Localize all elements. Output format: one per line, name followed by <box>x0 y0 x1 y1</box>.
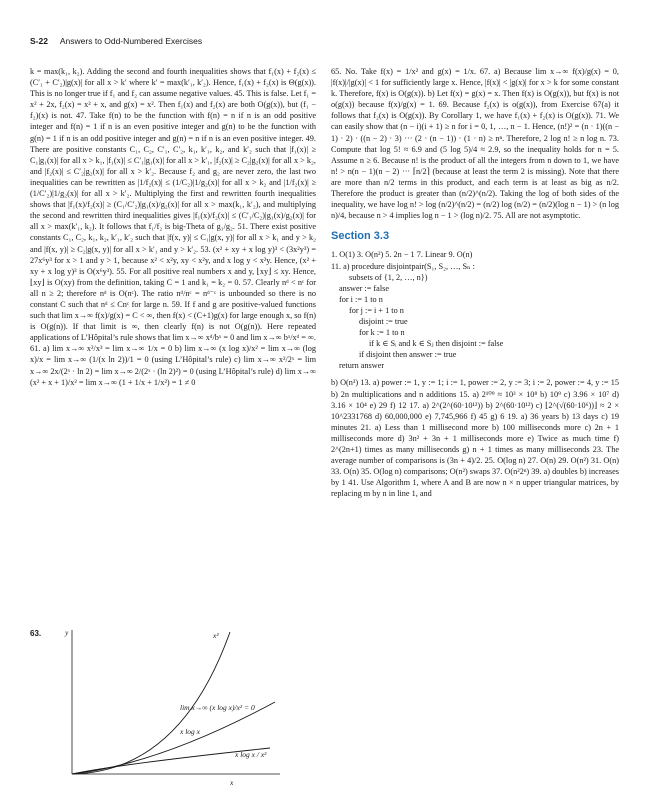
code-line: for k := 1 to n <box>359 328 405 338</box>
curve-label-x-log-x: x log x <box>180 727 200 736</box>
code-line: if k ∈ Sᵢ and k ∈ Sⱼ then disjoint := false <box>369 339 504 349</box>
code-line: for j := i + 1 to n <box>349 305 404 315</box>
code-line: for i := 1 to n <box>339 294 383 304</box>
code-line: if disjoint then answer := true <box>359 350 457 360</box>
page-header <box>30 36 202 46</box>
left-column <box>30 66 316 388</box>
algorithm-block <box>331 261 619 372</box>
answers-text-after-code: b) O(n³) 13. a) power := 1, y := 1; i := 1, power := 2, y := 3; i := 2, power := 4, y := 15 b) 2n multiplications and n additions 15. a) 2¹⁰⁹ ≈ 10³ × 10⁸ b) 10⁹ c) 3.96 × 10⁷ d) 3.16 × 10⁴ e) 29 f) 12 17. a) 2^(2^(60·10¹²)) b) 2^(60·10¹²) c) ⌊2^(√(60·10⁶))⌋ ≈ 2 × 10^2331768 d) 60,000,000 e) 7,745,966 f) 45 g) 6 19. a) 36 years b) 13 days c) 19 minutes 21. a) Less than 1 millisecond more b) 100 milliseconds more c) 2n + 1 milliseconds more d) 3n² + 3n + 1 milliseconds more e) Twice as much time f) 2^(2n+1) times as many milliseconds g) n + 1 times as many milliseconds 23. The average number of comparisons is (3n + 4)/2. 25. O(log n) 27. O(n) 29. O(n²) 31. O(n) 33. O(n) 35. O(log n) comparisons; O(n²) swaps 37. O(n²2ⁿ) 39. a) doubles b) increases by 1 41. Use Algorithm 1, where A and B are now n × n upper triangular matrices, by replacing m by n in line 1, and <box>331 378 619 499</box>
running-title: Answers to Odd-Numbered Exercises <box>59 36 203 46</box>
answers-text-right: 65. No. Take f(x) = 1/x² and g(x) = 1/x. 67. a) Because lim x→∞ f(x)/g(x) = 0, |f(x)|/|g(x)| < 1 for sufficiently large x. Hence, |f(x)| < |g(x)| for x > k for some constant k. Therefore, f(x) is O(g(x)). b) Let f(x) = g(x) = x. Then f(x) is O(g(x)), but f(x) is not o(g(x)) because f(x)/g(x) = 1. 69. Because f₂(x) is o(g(x)), from Exercise 67(a) it follows that f₂(x) is O(g(x)). By Corollary 1, we have f₁(x) + f₂(x) is O(g(x)). 71. We can easily show that (n − i)(i + 1) ≥ n for i = 0, 1, …, n − 1. Hence, (n!)² = (n · 1)((n − 1) · 2) · ((n − 2) · 3) ··· (2 · (n − 1)) · (1 · n) ≥ nⁿ. Therefore, 2 log n! ≥ n log n. 73. Compute that log 5! ≈ 6.9 and (5 log 5)/4 ≈ 2.9, so the inequality holds for n = 5. Assume n ≥ 6. Because n! is the product of all the integers from n down to 1, we have n! > n(n − 1)(n − 2) ··· ⌈n/2⌉ (because at least the term 2 is missing). Note that there are more than n/2 terms in this product, and each term is at least as big as n/2. Therefore the product is greater than (n/2)^(n/2). Taking the log of both sides of the inequality, we have log n! > log (n/2)^(n/2) = (n/2) log (n/2) = (n/2)(log n − 1) > (n log n)/4, because n > 4 implies log n − 1 > (log n)/2. 75. All are not asymptotic. <box>331 67 619 221</box>
answers-text: k = max(k₁, k₂). Adding the second and fourth inequalities shows that f₁(x) + f₂(x) ≤ (C′₁ + C′₂)|g(x)| for all x > k′ where k′ = max(k′₁, k′₂). Hence, f₁(x) + f₂(x) is Θ(g(x)). This is no longer true if f₁ and f₂ can assume negative values. 45. This is false. Let f₁ = x² + 2x, f₂(x) = x² + x, and g(x) = x². Then f₁(x) and f₂(x) are both O(g(x)), but (f₁ − f₂)(x) is not. 47. Take f(n) to be the function with f(n) = n if n is an odd positive integer and f(n) = 1 if n is an even positive integer and g(n) to be the function with g(n) = 1 if n is an odd positive integer and g(n) = n if n is an even positive integer. 49. There are positive constants C₁, C₂, C′₁, C′₂, k₁, k′₁, k₂, and k′₂ such that |f₁(x)| ≥ C₁|g₁(x)| for all x > k₁, |f₁(x)| ≤ C′₁|g₁(x)| for all x > k′₁, |f₂(x)| ≥ C₂|g₂(x)| for all x > k₂, and |f₂(x)| ≤ C′₂|g₂(x)| for all x > k′₂. Because f₂ and g₂ are never zero, the last two inequalities can be rewritten as |1/f₂(x)| ≤ (1/C₂)|1/g₂(x)| for all x > k₂ and |1/f₂(x)| ≥ (1/C′₂)|1/g₂(x)| for all x > k′₂. Multiplying the first and rewritten fourth inequalities shows that |f₁(x)/f₂(x)| ≥ (C₁/C′₂)|g₁(x)/g₂(x)| for all x > max(k₁, k′₂), and multiplying the second and rewritten third inequalities gives |f₁(x)/f₂(x)| ≤ (C′₁/C₂)|g₁(x)/g₂(x)| for all x > max(k′₁, k₂). It follows that f₁/f₂ is big-Theta of g₁/g₂. 51. There exist positive constants C₁, C₂, k₁, k₂, k′₁, k′₂ such that |f(x, y)| ≤ C₁|g(x, y)| for all x > k₁ and y > k₂ and |f(x, y)| ≥ C₂|g(x, y)| for all x > k′₁ and y > k′₂. 53. (x² + xy + x log y)³ < (3x²y³) = 27x⁶y³ for x > 1 and y > 1, because x² < x²y, xy < x²y, and x log y < x²y. Hence, (x² + xy + x log y)³ is O(x⁶y³). 55. For all positive real numbers x and y, ⌊xy⌋ ≤ xy. Hence, ⌊xy⌋ is O(xy) from the definition, taking C = 1 and k₁ = k₂ = 0. 57. Clearly nᵈ < nᶜ for all n ≥ 2; therefore nᵈ is O(nᶜ). The ratio nᵈ/nᶜ = nᵈ⁻ᶜ is unbounded so there is no constant C such that nᵈ ≤ Cnᶜ for large n. 59. If f and g are positive-valued functions such that lim x→∞ f(x)/g(x) = C < ∞, then f(x) < (C+1)g(x) for large enough x, so f(n) is O(g(n)). If that limit is ∞, then clearly f(n) is not O(g(n)). Here repeated applications of L’Hôpital’s rule shows that lim x→∞ xᵈ/bˣ = 0 and lim x→∞ bˣ/xᵈ = ∞. 61. a) lim x→∞ x²/x³ = lim x→∞ 1/x = 0 b) lim x→∞ (x log x)/x² = lim x→∞ (log x)/x = lim x→∞ (1/(x ln 2))/1 = 0 (using L’Hôpital’s rule) c) lim x→∞ x²/2ˣ = lim x→∞ 2x/(2ˣ · ln 2) = lim x→∞ 2/(2ˣ · (ln 2)²) = 0 (using L’Hôpital’s rule) d) lim x→∞ (x² + x + 1)/x² = lim x→∞ (1 + 1/x + 1/x²) = 1 ≠ 0 <box>30 67 316 387</box>
code-line: 11. a) procedure disjointpair(S₁, S₂, …, Sₙ : <box>331 261 475 271</box>
x-axis-label: x <box>230 778 234 787</box>
code-line: subsets of {1, 2, …, n}) <box>349 272 428 282</box>
figure-label: 63. <box>30 629 42 638</box>
limit-note: lim x→∞ (x log x)/x² = 0 <box>180 703 255 712</box>
figure-63 <box>30 624 316 790</box>
curve-label-ratio: x log x / x² <box>235 750 267 759</box>
curve-label-x-squared: x² <box>213 631 219 640</box>
code-line: answer := false <box>339 283 390 293</box>
code-line: disjoint := true <box>359 316 408 326</box>
section-intro: 1. O(1) 3. O(n²) 5. 2n − 1 7. Linear 9. O(n) <box>331 250 473 260</box>
y-axis-label: y <box>65 628 69 637</box>
section-heading: Section 3.3 <box>331 230 390 243</box>
curve-x-log-x <box>72 702 275 774</box>
right-column <box>331 66 619 499</box>
code-line: return answer <box>339 361 385 371</box>
page-number: S-22 <box>30 36 48 46</box>
